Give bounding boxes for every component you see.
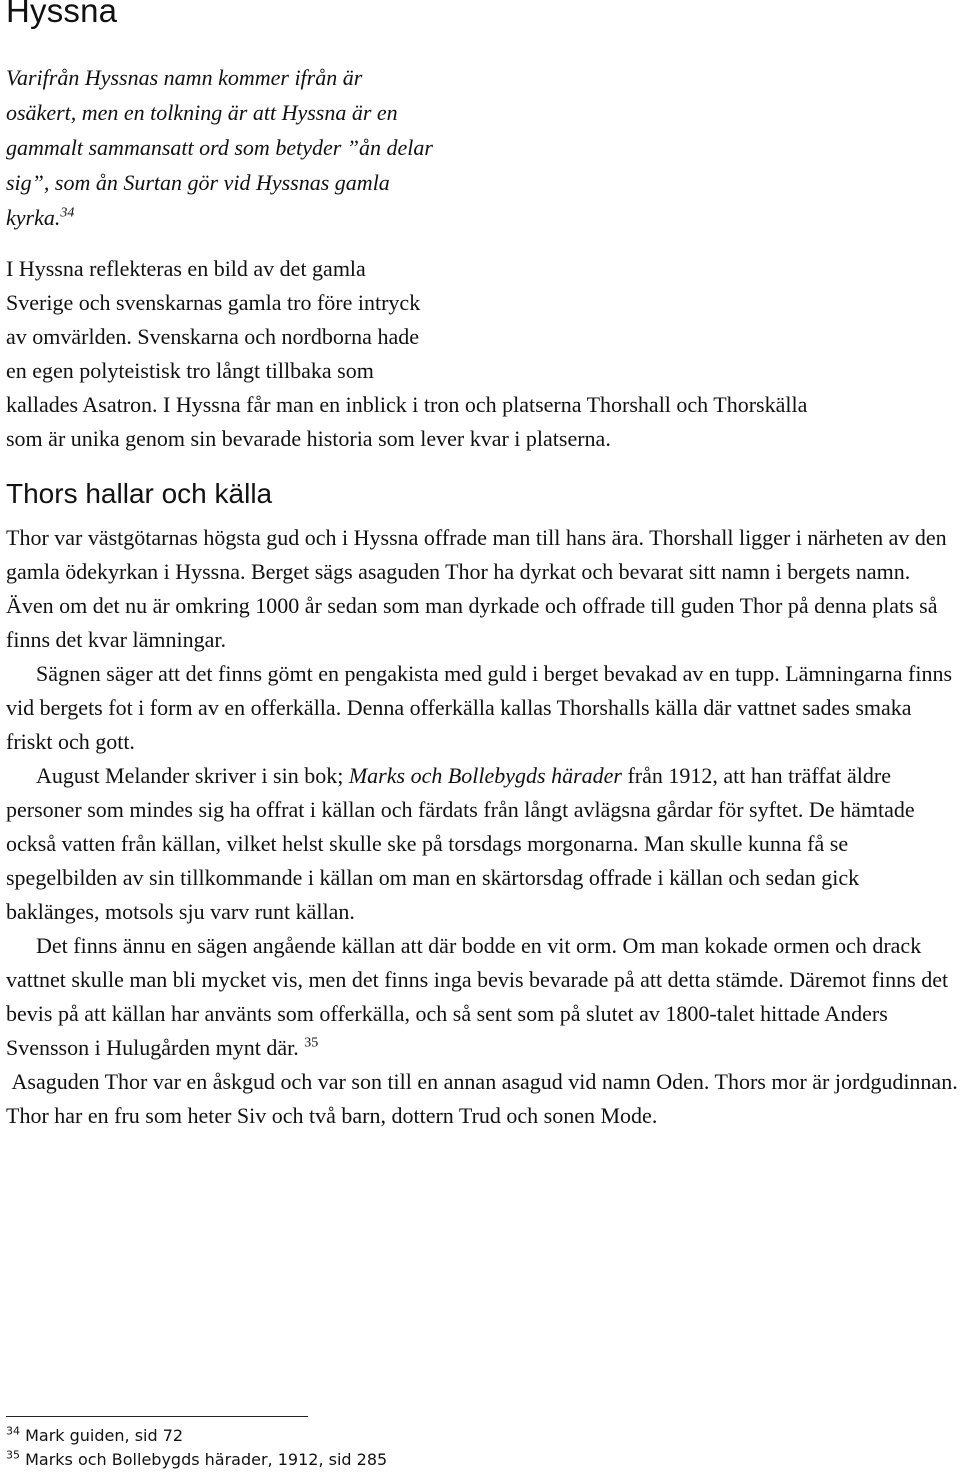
intro-line: osäkert, men en tolkning är att Hyssna är en <box>6 100 398 125</box>
section-paragraph-5: Asaguden Thor var en åskgud och var son till en annan asagud vid namn Oden. Thors mor är jordgudinnan. Thor har en fru som heter Siv och två barn, dottern Trud och sonen Mode. <box>6 1069 958 1128</box>
body-line: I Hyssna reflekteras en bild av det gamla <box>6 256 366 281</box>
book-title: Marks och Bollebygds härader <box>348 763 622 788</box>
footnote-ref-34[interactable]: 34 <box>60 205 75 221</box>
intro-body-paragraph <box>6 252 958 456</box>
footnote-35: $^{35}$ Marks och Bollebygds härader, 1912, sid 285 <box>6 1448 388 1469</box>
section-paragraph-4: Det finns ännu en sägen angående källan att där bodde en vit orm. Om man kokade ormen och drack vattnet skulle man bli mycket vis, men det finns inga bevis bevarade på att detta stämde. Däremot finns det bevis på att källan har använts som offerkälla, och så sent som på slutet av 1800-talet hittade Anders Svensson i Hulugården mynt där. $^{35}$ <box>6 933 949 1060</box>
intro-paragraph <box>6 60 526 235</box>
body-line: en egen polyteistisk tro långt tillbaka som <box>6 358 374 383</box>
footnote-ref-35[interactable]: 35 <box>304 1035 319 1051</box>
section-heading: Thors hallar och källa <box>6 478 273 509</box>
section-body <box>6 521 958 1133</box>
footnote-34: $^{34}$ Mark guiden, sid 72 <box>6 1424 184 1445</box>
section-paragraph-2: Sägnen säger att det finns gömt en pengakista med guld i berget bevakad av en tupp. Lämningarna finns vid bergets fot i form av en offerkälla. Denna offerkälla kallas Thorshalls källa där vattnet sades smaka friskt och gott. <box>6 661 953 754</box>
intro-line: Varifrån Hyssnas namn kommer ifrån är <box>6 65 363 90</box>
body-line: av omvärlden. Svenskarna och nordborna hade <box>6 324 419 349</box>
section-paragraph-1: Thor var västgötarnas högsta gud och i Hyssna offrade man till hans ära. Thorshall ligger i närheten av den gamla ödekyrkan i Hyssna. Berget sägs asaguden Thor ha dyrkat och bevarat sitt namn i bergets namn. Även om det nu är omkring 1000 år sedan som man dyrkade och offrade till guden Thor på denna plats så finns det kvar lämningar. <box>6 525 947 652</box>
body-line: Sverige och svenskarnas gamla tro före intryck <box>6 290 421 315</box>
intro-line: gammalt sammansatt ord som betyder ”ån delar <box>6 135 433 160</box>
footnote-divider <box>6 1416 308 1417</box>
page-title: Hyssna <box>6 0 118 29</box>
footnotes <box>6 1424 387 1472</box>
intro-line: kyrka. <box>6 205 61 230</box>
section-paragraph-3: August Melander skriver i sin bok; Marks och Bollebygds härader från 1912, att han träffat äldre personer som mindes sig ha offrat i källan och färdats från långt avlägsna gårdar för syftet. De hämtade också vatten från källan, vilket helst skulle ske på torsdags morgonarna. Man skulle kunna få se spegelbilden av sin tillkommande i källan om man en skärtorsdag offrade i källan och sedan gick baklänges, motsols sju varv runt källan. <box>6 763 915 924</box>
body-line: kallades Asatron. I Hyssna får man en inblick i tron och platserna Thorshall och Thorskälla <box>6 392 808 417</box>
intro-line: sig”, som ån Surtan gör vid Hyssnas gamla <box>6 170 390 195</box>
body-line: som är unika genom sin bevarade historia som lever kvar i platserna. <box>6 426 611 451</box>
